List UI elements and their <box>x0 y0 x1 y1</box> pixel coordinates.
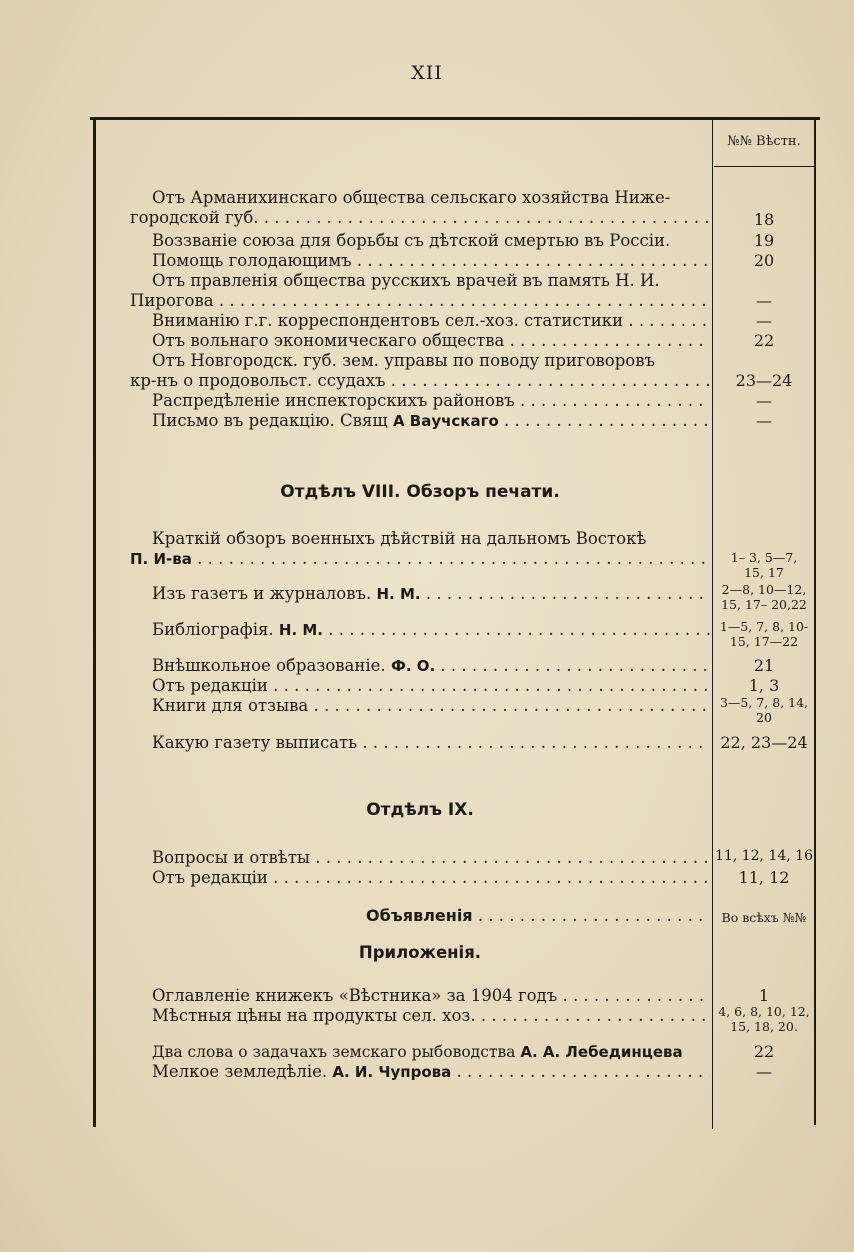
author-name: Н. М. <box>376 585 421 603</box>
issue-ref: 19 <box>753 231 775 250</box>
column-header-rule <box>714 166 814 167</box>
author-name: А Ваучскаго <box>392 412 499 430</box>
toc-entry: Книги для отзыва . . . <box>130 696 710 716</box>
issue-ref: 1– 3, 5—7, 15, 17 <box>730 550 798 580</box>
issue-ref: — <box>756 411 772 430</box>
issue-ref: 21 <box>753 656 775 675</box>
toc-entry: Оглавленіе книжекъ «Вѣстника» за 1904 годъ . . . <box>130 986 710 1006</box>
issue-ref: 22 <box>753 1042 775 1061</box>
toc-entry: Какую газету выписать . . . <box>130 733 710 753</box>
toc-entry: Библіографія. Н. М. . . . <box>130 620 710 640</box>
toc-entry: Отъ Арманихинскаго общества сельскаго хозяйства Ниже- городской губ. . . . <box>130 188 710 228</box>
page-number: XII <box>411 62 443 84</box>
toc-entry: Краткій обзоръ военныхъ дѣйствій на дальномъ Востокѣ П. И-ва . . . <box>130 529 710 569</box>
toc-entry: Распредѣленіе инспекторскихъ районовъ . . . <box>130 391 710 411</box>
section-heading: Отдѣлъ VIII. Обзоръ печати. <box>280 482 560 502</box>
toc-entry-ads: Объявленія . . . <box>130 906 710 926</box>
toc-entry: Внѣшкольное образованіе. Ф. О. . . . <box>130 656 710 676</box>
section-heading: Отдѣлъ IX. <box>366 800 474 820</box>
issue-ref: 11, 12, 14, 16 <box>715 848 813 864</box>
table-left-rule <box>93 117 96 1127</box>
toc-entry: Отъ Новгородск. губ. зем. управы по поводу приговоровъ кр-нъ о продовольст. ссудахъ . . . <box>130 351 710 391</box>
toc-entry: Воззваніе союза для борьбы съ дѣтской смертью въ Россіи. <box>152 231 671 250</box>
issue-ref: 1 <box>758 986 770 1005</box>
issue-ref: 20 <box>753 251 775 270</box>
issue-ref: — <box>756 311 772 330</box>
issue-ref: 22 <box>753 331 775 350</box>
issue-ref: — <box>756 1062 772 1081</box>
toc-entry: Вопросы и отвѣты . . . <box>130 848 710 868</box>
issue-ref: 23—24 <box>735 371 793 390</box>
issue-ref: 4, 6, 8, 10, 12, 15, 18, 20. <box>718 1004 810 1034</box>
author-name: П. И-ва <box>130 550 192 568</box>
table-column-rule <box>712 117 713 1129</box>
issue-ref: 11, 12 <box>738 868 790 887</box>
toc-entry: Мелкое земледѣліе. А. И. Чупрова . . . <box>130 1062 710 1082</box>
table-right-rule <box>814 117 816 1125</box>
column-header: №№ Вѣстн. <box>727 134 801 149</box>
toc-entry: Два слова о задачахъ земскаго рыбоводства А. А. Лебединцева <box>152 1043 683 1061</box>
author-name: Н. М. <box>278 621 323 639</box>
issue-ref: Во всѣхъ №№ <box>721 910 807 925</box>
issue-ref: 2—8, 10—12, 15, 17– 20,22 <box>721 582 807 612</box>
toc-entry: Письмо въ редакцію. Свящ А Ваучскаго . . . <box>130 411 710 431</box>
toc-entry: Отъ редакціи . . . <box>130 676 710 696</box>
toc-entry: Отъ вольнаго экономическаго общества . . . <box>130 331 710 351</box>
issue-ref: — <box>756 291 772 310</box>
issue-ref: 22, 23—24 <box>720 733 808 752</box>
toc-entry: Отъ правленія общества русскихъ врачей въ память Н. И. Пирогова . . . <box>130 271 710 311</box>
issue-ref: — <box>756 391 772 410</box>
toc-entry: Отъ редакціи . . . <box>130 868 710 888</box>
toc-entry: Помощь голодающимъ . . . <box>130 251 710 271</box>
issue-ref: 3—5, 7, 8, 14, 20 <box>719 695 809 725</box>
table-top-rule <box>90 117 820 120</box>
toc-entry: Изъ газетъ и журналовъ. Н. М. . . . <box>130 584 710 604</box>
issue-ref: 1, 3 <box>748 676 780 695</box>
issue-ref: 1—5, 7, 8, 10- 15, 17—22 <box>719 619 809 649</box>
section-heading: Приложенія. <box>358 943 482 962</box>
author-name: А. И. Чупрова <box>332 1063 452 1081</box>
author-name: А. А. Лебединцева <box>520 1043 683 1061</box>
toc-entry: Вниманію г.г. корреспондентовъ сел.-хоз. статистики . . . <box>130 311 710 331</box>
author-name: Ф. О. <box>390 657 436 675</box>
issue-ref: 18 <box>753 210 775 229</box>
toc-entry: Мѣстныя цѣны на продукты сел. хоз. . . . <box>130 1006 710 1026</box>
